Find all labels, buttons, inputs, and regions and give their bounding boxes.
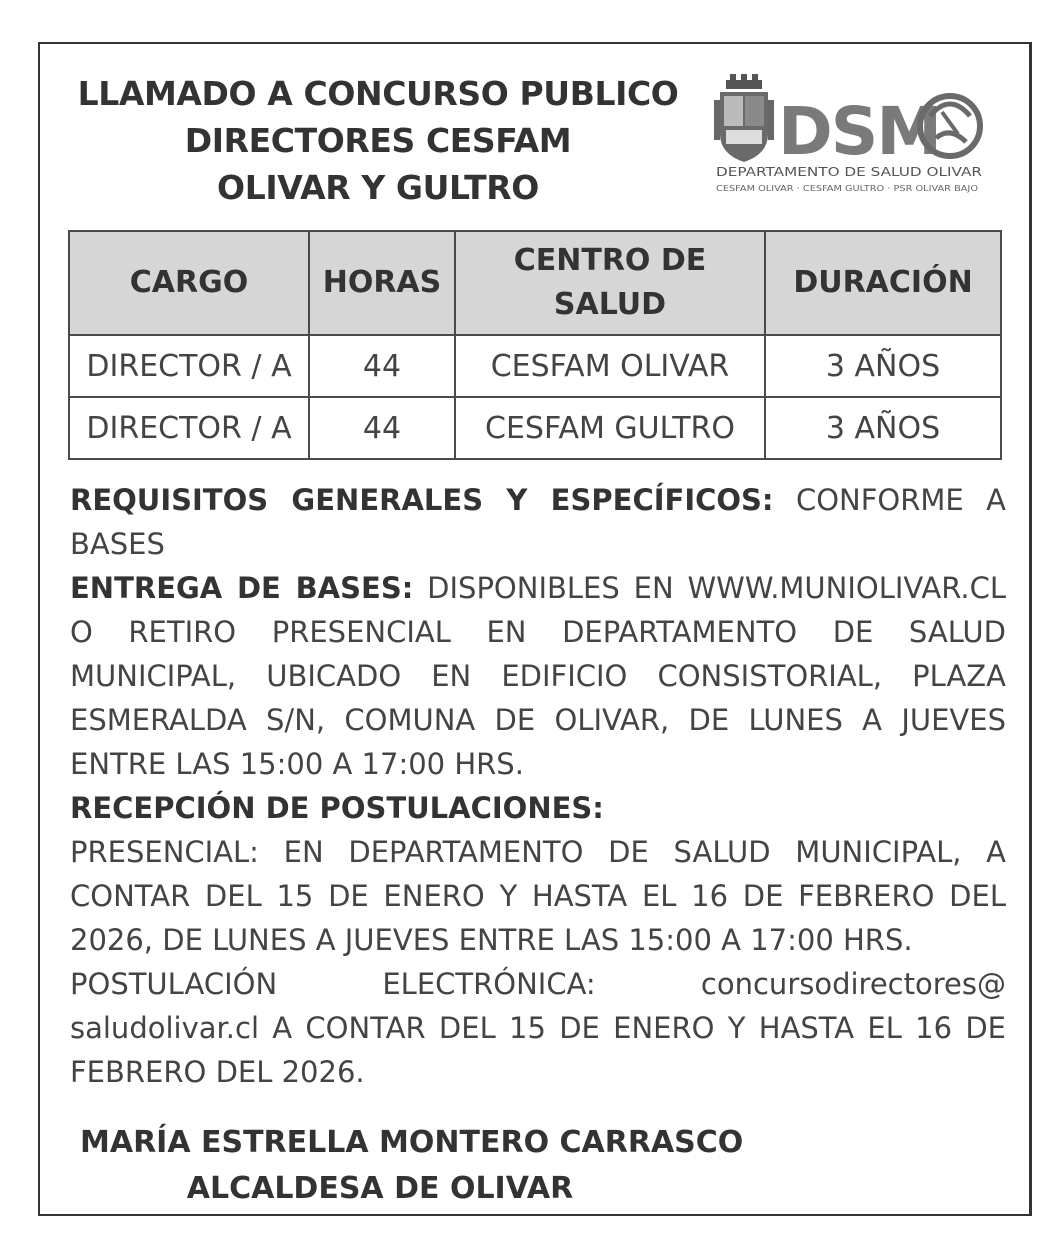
bases-paragraph bbox=[70, 566, 1006, 786]
cell-horas: 44 bbox=[309, 397, 455, 459]
cell-centro: CESFAM GULTRO bbox=[455, 397, 765, 459]
electronic-label-2: ELECTRÓNICA: bbox=[382, 967, 596, 1001]
electronic-label-1: POSTULACIÓN bbox=[70, 967, 278, 1001]
logo-tagline: CESFAM OLIVAR · CESFAM GULTRO · PSR OLIVAR BAJO bbox=[716, 184, 978, 193]
email-part-2: saludolivar.cl bbox=[70, 1011, 259, 1045]
table-header-row bbox=[69, 231, 1001, 335]
signature-block bbox=[80, 1120, 744, 1212]
public-notice bbox=[38, 42, 1032, 1216]
notice-title bbox=[68, 70, 688, 211]
cell-duracion: 3 AÑOS bbox=[765, 335, 1001, 397]
cell-cargo: DIRECTOR / A bbox=[69, 397, 309, 459]
cell-centro: CESFAM OLIVAR bbox=[455, 335, 765, 397]
bases-text: DISPONIBLES EN WWW.MUNIOLIVAR.CL O RETIRO PRESENCIAL EN DEPARTAMENTO DE SALUD MUNICIPAL, UBICADO EN EDIFICIO CONSISTORIAL, PLAZA ESMERALDA S/N, COMUNA DE OLIVAR, DE LUNES A JUEVES ENTRE LAS 15:00 A 17:00 HRS. bbox=[70, 571, 1006, 781]
reception-section bbox=[70, 786, 1006, 1094]
header-centro: CENTRO DE SALUD bbox=[455, 231, 765, 335]
logo-subtitle: DEPARTAMENTO DE SALUD OLIVAR bbox=[716, 164, 983, 179]
title-line-3: OLIVAR Y GULTRO bbox=[217, 168, 539, 207]
signature-name: MARÍA ESTRELLA MONTERO CARRASCO bbox=[80, 1125, 744, 1160]
positions-table bbox=[68, 230, 1002, 460]
table-row bbox=[69, 397, 1001, 459]
header-cargo: CARGO bbox=[69, 231, 309, 335]
header-duracion: DURACIÓN bbox=[765, 231, 1001, 335]
requirements-section bbox=[70, 478, 1006, 786]
coat-of-arms-icon bbox=[714, 74, 774, 162]
requirements-paragraph bbox=[70, 478, 1006, 566]
cell-duracion: 3 AÑOS bbox=[765, 397, 1001, 459]
signature-role: ALCALDESA DE OLIVAR bbox=[186, 1171, 574, 1206]
reception-presencial: PRESENCIAL: EN DEPARTAMENTO DE SALUD MUNICIPAL, A CONTAR DEL 15 DE ENERO Y HASTA EL 16 DE FEBRERO DEL 2026, DE LUNES A JUEVES ENTRE LAS 15:00 A 17:00 HRS. bbox=[70, 835, 1006, 957]
electronic-paragraph bbox=[70, 1006, 1006, 1094]
requirements-label: REQUISITOS GENERALES Y ESPECÍFICOS: bbox=[70, 483, 774, 517]
title-line-1: LLAMADO A CONCURSO PUBLICO bbox=[77, 74, 679, 113]
electronic-text: A CONTAR DEL 15 DE ENERO Y HASTA EL 16 DE FEBRERO DEL 2026. bbox=[70, 1011, 1007, 1089]
bases-label: ENTREGA DE BASES: bbox=[70, 571, 414, 605]
cell-cargo: DIRECTOR / A bbox=[69, 335, 309, 397]
table-row bbox=[69, 335, 1001, 397]
reception-heading: RECEPCIÓN DE POSTULACIONES: bbox=[70, 791, 604, 825]
requirements-text: CONFORME A BASES bbox=[70, 483, 1007, 561]
title-line-2: DIRECTORES CESFAM bbox=[184, 121, 572, 160]
electronic-line bbox=[70, 962, 1006, 1006]
email-part-1: concursodirectores@ bbox=[700, 967, 1006, 1001]
dsm-logo bbox=[714, 72, 984, 194]
logo-acronym: DSM bbox=[778, 93, 940, 170]
cell-horas: 44 bbox=[309, 335, 455, 397]
header-horas: HORAS bbox=[309, 231, 455, 335]
